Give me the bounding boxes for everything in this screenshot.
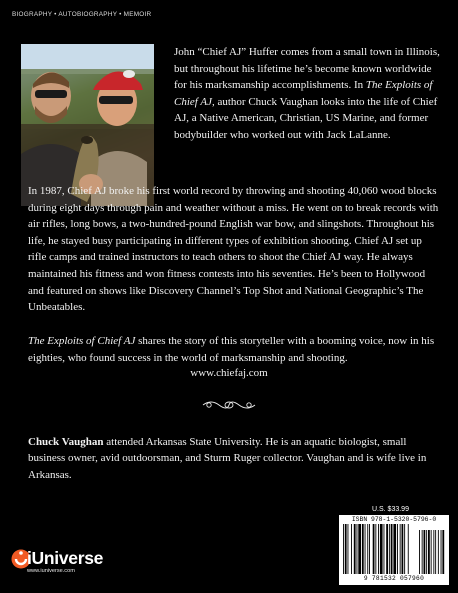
genre-line: BIOGRAPHY • AUTOBIOGRAPHY • MEMOIR [12, 11, 152, 18]
barcode-addon-bar [438, 530, 439, 574]
barcode-bar [386, 524, 388, 574]
barcode-bar [389, 524, 390, 574]
isbn-number: ISBN 978-1-5320-5796-0 [351, 516, 437, 523]
barcode-bar [384, 524, 385, 574]
barcode-addon-bar [433, 530, 434, 574]
barcode-addon-bar [435, 530, 436, 574]
publisher-name: iUniverse [27, 548, 104, 568]
barcode-bar [375, 524, 376, 574]
barcode-addon-bar [428, 530, 430, 574]
ornament-divider [199, 398, 259, 412]
description-paragraph-1: John “Chief AJ” Huffer comes from a small town in Illinois, but throughout his lifetime he’s become known worldwide for his marksmanship accomplishments. In The Exploits of Chief AJ, author Chuck Vaughan looks into the life of Chief AJ, a Native American, Christian, US Marine, and former bodybuilder who worked out with Jack LaLanne. [174, 46, 440, 141]
barcode-addon-bar [431, 530, 432, 574]
book-title: The Exploits of Chief AJ [28, 335, 136, 347]
barcode-addon-bar [426, 530, 427, 574]
website-url: www.chiefaj.com [190, 367, 268, 379]
barcode-bar [393, 524, 396, 574]
barcode-bar [345, 524, 347, 574]
barcode-addon-bar [422, 530, 423, 574]
barcode-bar [373, 524, 375, 574]
barcode-bar [380, 524, 383, 574]
barcode-addon-bar [441, 530, 442, 574]
barcode-bar [369, 524, 370, 574]
barcode-bar [400, 524, 401, 574]
barcode-bar [343, 524, 344, 574]
barcode-bar [348, 524, 349, 574]
barcode-bar [357, 524, 358, 574]
barcode-bar [354, 524, 356, 574]
barcode-bar [365, 524, 366, 574]
barcode-addon-bar [442, 530, 444, 574]
barcode-bar [408, 524, 409, 574]
description-paragraph-3: The Exploits of Chief AJ shares the story of this storyteller with a booming voice, now in his eighties, who found success in the world of marksmanship and shooting. [28, 335, 435, 364]
barcode-bar [397, 524, 398, 574]
price-label: U.S. $33.99 [372, 506, 409, 513]
author-name: Chuck Vaughan [28, 436, 104, 448]
barcode-bar [358, 524, 361, 574]
author-photo [21, 44, 154, 206]
author-bio: Chuck Vaughan attended Arkansas State University. He is an aquatic biologist, small business owner, avid outdoorsman, and Sturm Ruger collector. Vaughan and is wife live in Arkansas. [28, 436, 427, 481]
book-title: The Exploits of Chief AJ [174, 79, 433, 108]
barcode-bar [378, 524, 379, 574]
publisher-url: www.iuniverse.com [27, 568, 75, 574]
barcode-bar [362, 524, 364, 574]
barcode-bar [367, 524, 368, 574]
barcode-bar [402, 524, 404, 574]
barcode-addon-bar [419, 530, 420, 574]
barcode-bar [351, 524, 352, 574]
isbn-barcode [339, 515, 449, 585]
barcode-digits: 9 781532 057960 [363, 575, 425, 582]
barcode-addon-bar [424, 530, 426, 574]
description-paragraph-2: In 1987, Chief AJ broke his first world record by throwing and shooting 40,060 wood blocks during eight days through pain and weather without a miss. He went on to break records with air rifles, long bows, a two-hundred-pound English war bow, and slingshots. Throughout his life, he stayed busy participating in different types of exhibition shooting. Chief AJ set up rifle camps and trained instructors to teach others to shoot the Chief AJ way. He always maintained his fitness and won fitness contests into his seventies. He’s been to Hollywood and featured on shows like Discovery Channel’s Top Shot and National Geographic’s The Unbeatables. [28, 185, 439, 314]
barcode-bar [391, 524, 393, 574]
barcode-bar [404, 524, 405, 574]
